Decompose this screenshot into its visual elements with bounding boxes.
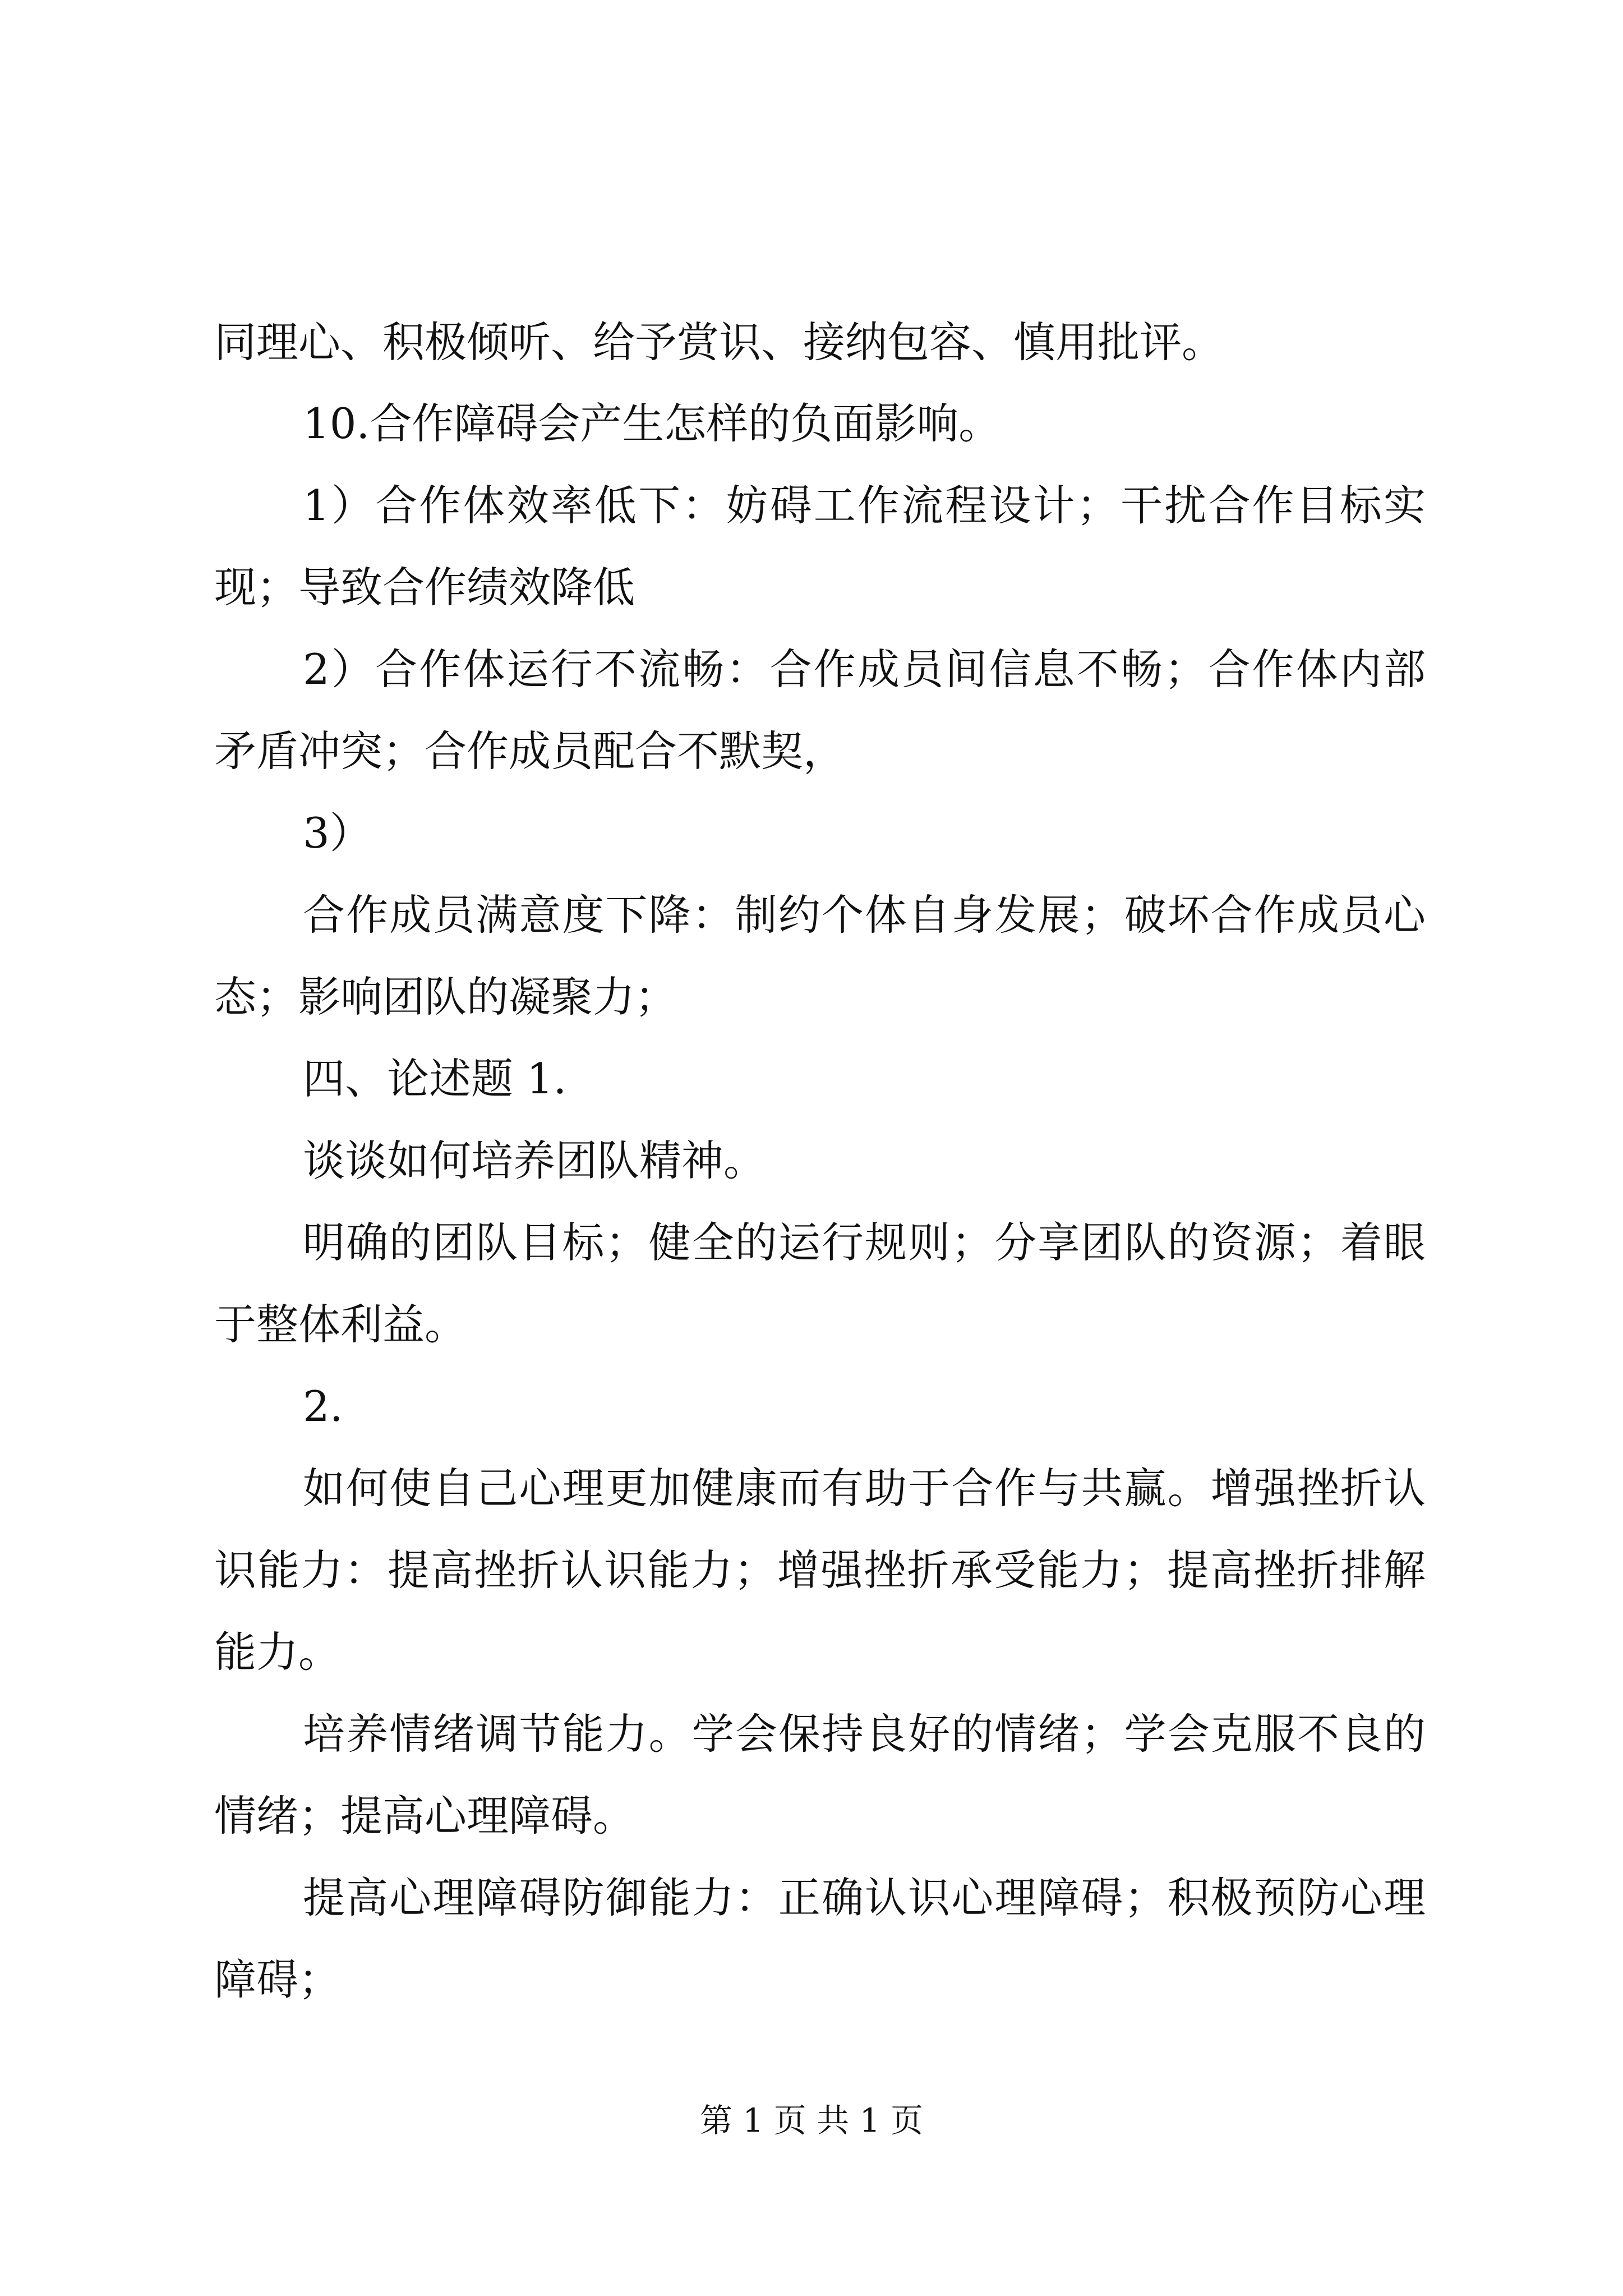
page-footer: 第 1 页 共 1 页 [700, 2101, 923, 2139]
line-8: 合作成员满意度下降：制约个体自身发展；破坏合作成员心 [303, 890, 1426, 940]
line-14: 2. [303, 1382, 343, 1431]
line-16: 识能力：提高挫折认识能力；增强挫折承受能力；提高挫折排解 [214, 1545, 1426, 1595]
line-10: 四、论述题 1. [303, 1054, 567, 1103]
line-3: 1）合作体效率低下：妨碍工作流程设计；干扰合作目标实 [303, 481, 1426, 530]
line-12: 明确的团队目标；健全的运行规则；分享团队的资源；着眼 [303, 1218, 1426, 1267]
line-13: 于整体利益。 [214, 1300, 467, 1349]
line-19: 情绪；提高心理障碍。 [214, 1791, 635, 1841]
line-9: 态；影响团队的凝聚力； [214, 972, 677, 1022]
line-18: 培养情绪调节能力。学会保持良好的情绪；学会克服不良的 [303, 1709, 1426, 1759]
line-1: 同理心、积极倾听、给予赏识、接纳包容、慎用批评。 [214, 318, 1224, 367]
line-11: 谈谈如何培养团队精神。 [303, 1136, 766, 1185]
line-20: 提高心理障碍防御能力：正确认识心理障碍；积极预防心理 [303, 1873, 1426, 1922]
line-2: 10.合作障碍会产生怎样的负面影响。 [303, 399, 1001, 448]
line-15: 如何使自己心理更加健康而有助于合作与共赢。增强挫折认 [303, 1464, 1426, 1513]
line-5: 2）合作体运行不流畅：合作成员间信息不畅；合作体内部 [303, 645, 1426, 694]
line-7: 3） [303, 808, 372, 858]
line-4: 现；导致合作绩效降低 [214, 563, 635, 612]
line-17: 能力。 [214, 1627, 341, 1677]
line-6: 矛盾冲突；合作成员配合不默契， [214, 726, 846, 776]
line-21: 障碍； [214, 1955, 341, 2004]
